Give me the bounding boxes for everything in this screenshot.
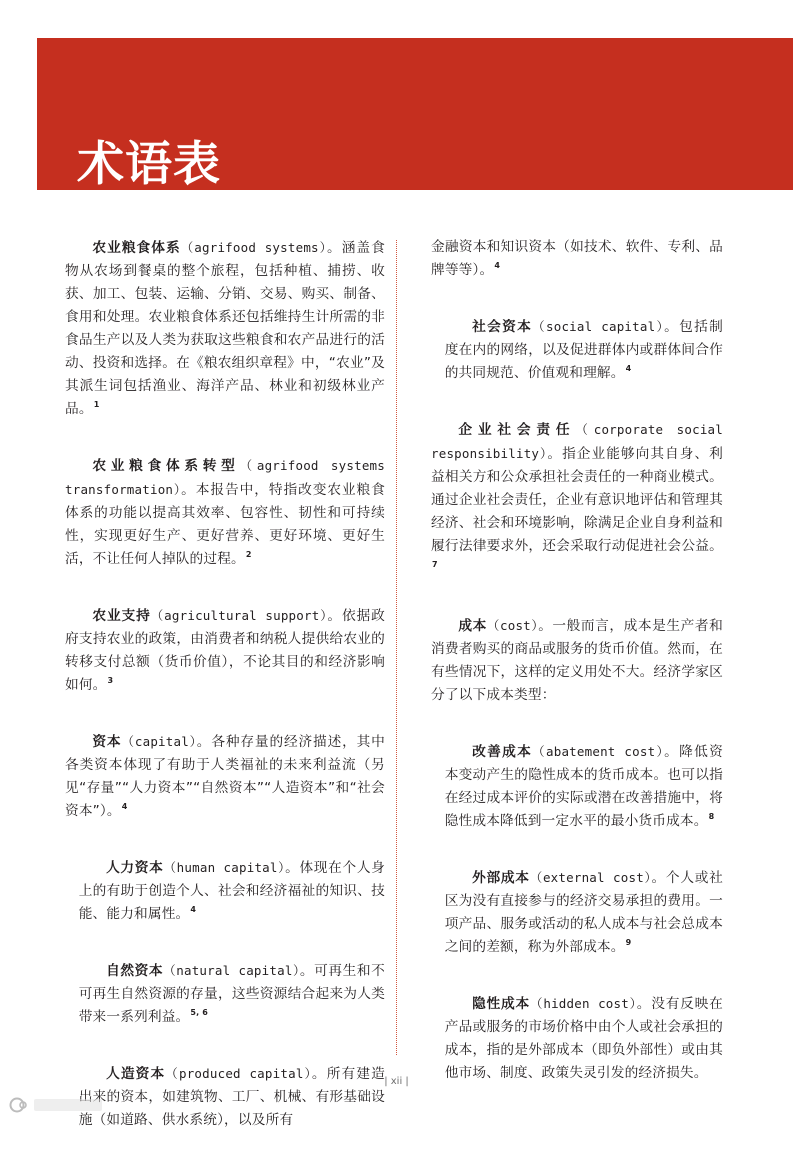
footnote-ref: 2 [245, 550, 252, 560]
page-number: | xii | [384, 1076, 409, 1087]
footnote-ref: 9 [625, 938, 632, 948]
footnote-ref: 4 [121, 802, 128, 812]
glossary-entry-corporate-social-responsibility: 企业社会责任（corporate social responsibility）。指企业能够向其自身、利益相关方和公众承担社会责任的一种商业模式。通过企业社会责任，企业有意识地评估和管理其经济、社会和环境影响，除满足企业自身利益和履行法律要求外，还会采取行动促进社会公益。$^7$ [431, 422, 724, 570]
glossary-entry-cost: 成本（cost）。一般而言，成本是生产者和消费者购买的商品或服务的货币价值。然而，在有些情况下，这样的定义用处不大。经济学家区分了以下成本类型： [431, 618, 723, 703]
glossary-entry-natural-capital: 自然资本（natural capital）。可再生和不可再生自然资源的存量，这些资源结合起来为人类带来一系列利益。$^{5, 6}$ [78, 963, 385, 1025]
footnote-ref: 1 [93, 400, 100, 410]
glossary-entry-external-cost: 外部成本（external cost）。个人或社区为没有直接参与的经济交易承担的费用。一项产品、服务或活动的私人成本与社会总成本之间的差额，称为外部成本。$^9$ [444, 870, 723, 955]
right-column [431, 236, 723, 1118]
glossary-entry-capital: 资本（capital）。各种存量的经济描述，其中各类资本体现了有助于人类福祉的未来利益流（另见“存量”“人力资本”“自然资本”“人造资本”和“社会资本”）。$^4$ [65, 734, 385, 819]
watermark-logo [8, 1094, 106, 1116]
footnote-ref: 3 [107, 676, 114, 686]
left-column [65, 236, 385, 1165]
footnote-ref: 8 [708, 812, 715, 822]
footnote-ref: 5, 6 [190, 1008, 208, 1018]
glossary-entry-produced-capital-continued: 金融资本和知识资本（如技术、软件、专利、品牌等等）。$^4$ [431, 239, 723, 278]
glossary-entry-agrifood-systems-transformation: 农业粮食体系转型（agrifood systems transformation）。本报告中，特指改变农业粮食体系的功能以提高其效率、包容性、韧性和可持续性，实现更好生产、更好营养、更好环境、更好生活，不让任何人掉队的过程。$^2$ [65, 458, 386, 567]
footnote-ref: 4 [494, 261, 501, 271]
column-divider [396, 240, 397, 1055]
glossary-entry-social-capital: 社会资本（social capital）。包括制度在内的网络，以及促进群体内或群体间合作的共同规范、价值观和理解。$^4$ [444, 319, 723, 381]
header-banner [37, 38, 793, 190]
glossary-entry-produced-capital: 人造资本（produced capital）。所有建造出来的资本，如建筑物、工厂、机械、有形基础设施（如道路、供水系统），以及所有 [78, 1066, 385, 1128]
glossary-entry-agrifood-systems: 农业粮食体系（agrifood systems）。涵盖食物从农场到餐桌的整个旅程，包括种植、捕捞、收获、加工、包装、运输、分销、交易、购买、制备、食用和处理。农业粮食体系还包括维持生计所需的非食品生产以及人类为获取这些粮食和农产品进行的活动、投资和选择。在《粮农组织章程》中，“农业”及其派生词包括渔业、海洋产品、林业和初级林业产品。$^1$ [65, 240, 385, 417]
footnote-ref: 4 [625, 364, 632, 374]
glossary-entry-hidden-cost: 隐性成本（hidden cost）。没有反映在产品或服务的市场价格中由个人或社会承担的成本，指的是外部成本（即负外部性）或由其他市场、制度、政策失灵引发的经济损失。 [444, 996, 723, 1081]
footnote-ref: 7 [432, 560, 438, 570]
footnote-ref: 4 [190, 905, 197, 915]
watermark-logo-icon [8, 1095, 106, 1115]
page-title: 术语表 [77, 137, 221, 192]
glossary-entry-human-capital: 人力资本（human capital）。体现在个人身上的有助于创造个人、社会和经济福祉的知识、技能、能力和属性。$^4$ [78, 860, 385, 922]
glossary-entry-agricultural-support: 农业支持（agricultural support）。依据政府支持农业的政策，由消费者和纳税人提供给农业的转移支付总额（货币价值），不论其目的和经济影响如何。$^3$ [65, 608, 385, 693]
glossary-entry-abatement-cost: 改善成本（abatement cost）。降低资本变动产生的隐性成本的货币成本。也可以指在经过成本评价的实际或潜在改善措施中，将隐性成本降低到一定水平的最小货币成本。$^8$ [444, 744, 723, 829]
